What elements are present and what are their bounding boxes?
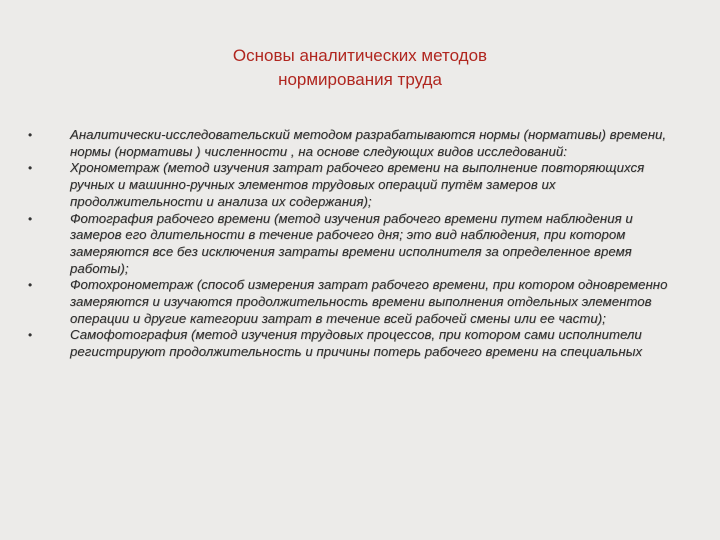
bullet-text: Аналитически-исследовательский методом разрабатываются нормы (нормативы) времени, нормы (нормативы ) численности , на основе следующих видов исследований: bbox=[70, 127, 667, 159]
bullet-item-analytical-method bbox=[28, 127, 668, 160]
bullet-icon: • bbox=[28, 128, 33, 142]
bullet-icon: • bbox=[28, 161, 33, 176]
slide-title bbox=[140, 44, 580, 92]
bullet-icon: • bbox=[28, 211, 33, 226]
bullet-list bbox=[28, 127, 668, 361]
bullet-icon: • bbox=[28, 278, 33, 293]
bullet-icon: • bbox=[28, 328, 33, 343]
bullet-text: Фотография рабочего времени (метод изучения рабочего времени путем наблюдения и замеров его длительности в течение рабочего дня; это вид наблюдения, при котором замеряются все без исключения затраты времени исполнителя за определенное время работы); bbox=[70, 210, 633, 276]
bullet-item-work-time-photo bbox=[28, 211, 668, 278]
slide-title-line-1: Основы аналитических методов bbox=[232, 46, 488, 65]
bullet-item-self-photo bbox=[28, 327, 668, 360]
slide-title-line-2: нормирования труда bbox=[278, 70, 442, 89]
bullet-item-photo-timing bbox=[28, 277, 668, 327]
bullet-text: Хронометраж (метод изучения затрат рабочего времени на выполнение повторяющихся ручных и машинно-ручных элементов трудовых операций путём замеров их продолжительности и анализа их содержания); bbox=[70, 160, 645, 209]
bullet-text: Фотохронометраж (способ измерения затрат рабочего времени, при котором одновременно замеряются и изучаются продолжительность времени выполнения отдельных элементов операции и другие категории затрат в течение всей рабочей смены или ее части); bbox=[70, 277, 668, 326]
bullet-item-timing bbox=[28, 160, 668, 210]
bullet-text: Самофотография (метод изучения трудовых процессов, при котором сами исполнители регистрируют продолжительность и причины потерь рабочего времени на специальных bbox=[70, 327, 643, 360]
